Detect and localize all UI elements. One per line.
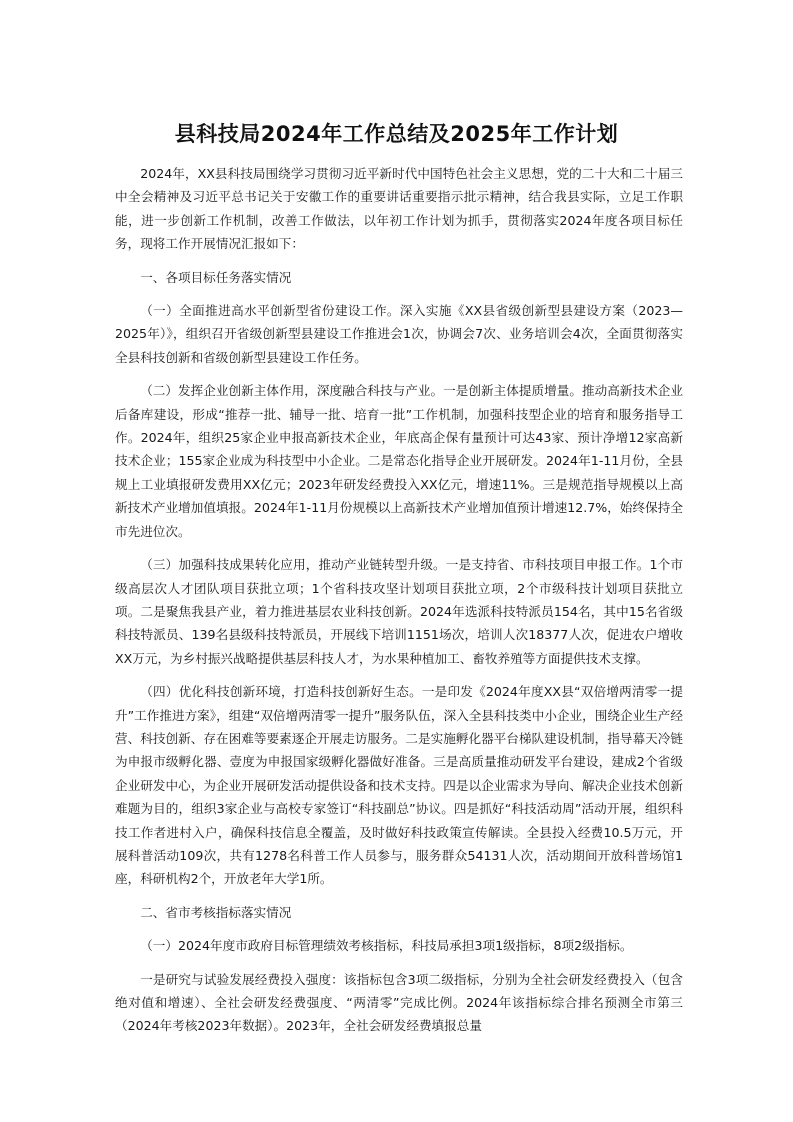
section-heading-2: 二、省市考核指标落实情况 [140, 904, 292, 920]
document-title: 县科技局2024年工作总结及2025年工作计划 [174, 122, 619, 146]
body-paragraph: （一）全面推进高水平创新型省份建设工作。深入实施《XX县省级创新型县建设方案（2023—2025年）》，组织召开省级创新型县建设工作推进会1次，协调会7次、业务培训会4次，全面贯彻落实全县科技创新和省级创新型县建设工作任务。 [115, 303, 683, 365]
section-heading-1: 一、各项目标任务落实情况 [140, 269, 292, 285]
body-paragraph: （三）加强科技成果转化应用，推动产业链转型升级。一是支持省、市科技项目申报工作。1个市级高层次人才团队项目获批立项；1个省科技攻坚计划项目获批立项，2个市级科技计划项目获批立项。二是聚焦我县产业，着力推进基层农业科技创新。2024年选派科技特派员154名，其中15名省级科技特派员、139名县级科技特派员，开展线下培训1151场次，培训人次18377人次，促进农户增收XX万元，为乡村振兴战略提供基层科技人才，为水果种植加工、畜牧养殖等方面提供技术支撑。 [115, 557, 683, 666]
body-paragraph: 一是研究与试验发展经费投入强度：该指标包含3项二级指标，分别为全社会研发经费投入（包含绝对值和增速）、全社会研发经费强度、“两清零”完成比例。2024年该指标综合排名预测全市第三（2024年考核2023年数据）。2023年，全社会研发经费填报总量 [115, 971, 683, 1034]
body-paragraph: （四）优化科技创新环境，打造科技创新好生态。一是印发《2024年度XX县“双倍增两清零一提升”工作推进方案》，组建“双倍增两清零一提升”服务队伍，深入全县科技类中小企业，围绕企业生产经营、科技创新、存在困难等要素逐企开展走访服务。二是实施孵化器平台梯队建设机制，指导幕天冷链为申报市级孵化器、壹度为申报国家级孵化器做好准备。三是高质量推动研发平台建设，建成2个省级企业研发中心，为企业开展研发活动提供设备和技术支持。四是以企业需求为导向、解决企业技术创新难题为目的，组织3家企业与高校专家签订“科技副总”协议。四是抓好“科技活动周”活动开展，组织科技工作者进村入户，确保科技信息全覆盖，及时做好科技政策宣传解读。全县投入经费10.5万元，开展科普活动109次，共有1278名科普工作人员参与，服务群众54131人次，活动期间开放科普场馆1座，科研机构2个，开放老年大学1所。 [115, 684, 683, 887]
body-paragraph: （一）2024年度市政府目标管理绩效考核指标，科技局承担3项1级指标，8项2级指标。 [140, 938, 633, 954]
intro-paragraph: 2024年，XX县科技局围绕学习贯彻习近平新时代中国特色社会主义思想，党的二十大和二十届三中全会精神及习近平总书记关于安徽工作的重要讲话重要指示批示精神，结合我县实际，立足工作职能，进一步创新工作机制，改善工作做法，以年初工作计划为抓手，贯彻落实2024年度各项目标任务，现将工作开展情况汇报如下： [115, 166, 683, 252]
document-body [115, 162, 683, 1048]
body-paragraph: （二）发挥企业创新主体作用，深度融合科技与产业。一是创新主体提质增量。推动高新技术企业后备库建设，形成“推荐一批、辅导一批、培育一批”工作机制，加强科技型企业的培育和服务指导工作。2024年，组织25家企业申报高新技术企业，年底高企保有量预计可达43家、预计净增12家高新技术企业；155家企业成为科技型中小企业。二是常态化指导企业开展研发。2024年1-11月份，全县规上工业填报研发费用XX亿元；2023年研发经费投入XX亿元，增速11%。三是规范指导规模以上高新技术产业增加值填报。2024年1-11月份规模以上高新技术产业增加值预计增速12.7%，始终保持全市先进位次。 [115, 383, 683, 539]
